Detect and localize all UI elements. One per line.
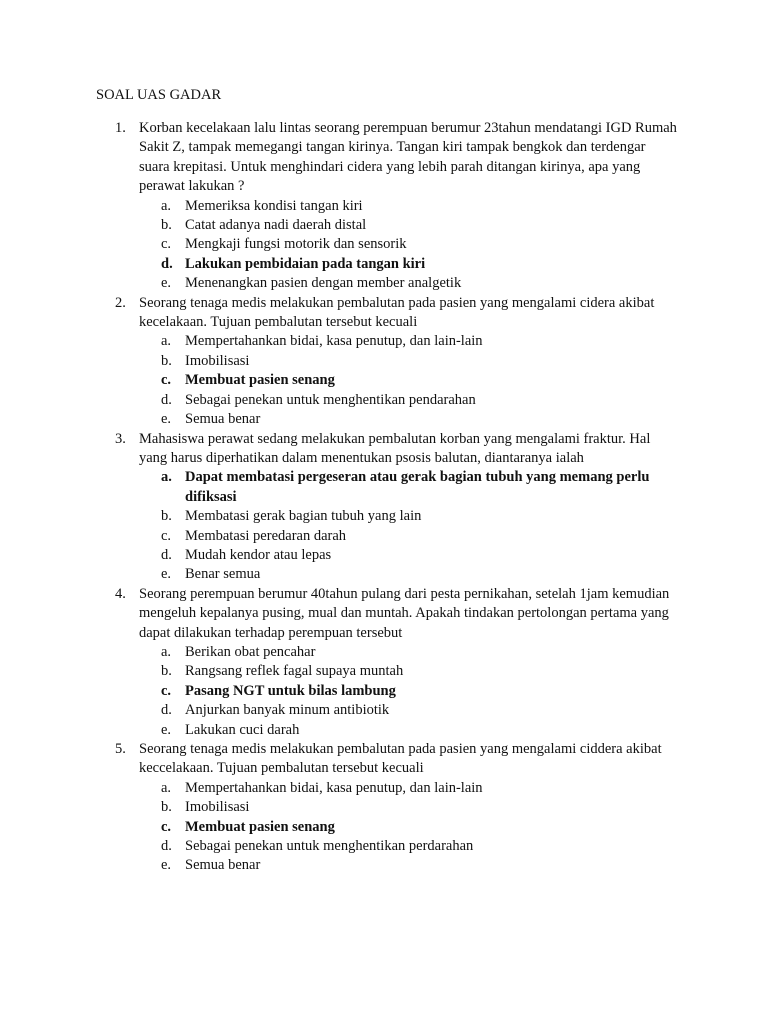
answer-option — [161, 643, 679, 662]
option-letter: c. — [161, 372, 172, 389]
option-letter: d. — [161, 838, 172, 855]
option-text: Membatasi gerak bagian tubuh yang lain — [185, 508, 422, 525]
question-number: 2. — [115, 294, 126, 311]
option-letter: d. — [161, 391, 172, 408]
option-text: Mempertahankan bidai, kasa penutup, dan lain-lain — [185, 779, 483, 796]
answer-option — [161, 197, 679, 216]
question-item — [115, 740, 679, 876]
answer-option — [161, 546, 679, 565]
option-list — [139, 332, 679, 429]
option-letter: c. — [161, 527, 172, 544]
answer-option — [161, 779, 679, 798]
option-letter: c. — [161, 818, 172, 835]
answer-option — [161, 235, 679, 254]
answer-option — [161, 565, 679, 584]
option-letter: b. — [161, 217, 172, 234]
answer-option-correct — [161, 255, 679, 274]
option-text: Benar semua — [185, 566, 261, 583]
answer-option — [161, 352, 679, 371]
option-text: Menenangkan pasien dengan member analgetik — [185, 275, 462, 292]
answer-option — [161, 662, 679, 681]
option-text: Sebagai penekan untuk menghentikan pendarahan — [185, 391, 476, 408]
option-letter: a. — [161, 197, 172, 214]
option-text: Semua benar — [185, 857, 261, 874]
question-number: 3. — [115, 430, 126, 447]
option-text: Dapat membatasi pergeseran atau gerak bagian tubuh yang memang perlu difiksasi — [185, 469, 650, 505]
option-letter: c. — [161, 236, 172, 253]
option-list — [139, 779, 679, 876]
question-number: 5. — [115, 741, 126, 757]
answer-option — [161, 721, 679, 740]
question-text: Korban kecelakaan lalu lintas seorang perempuan berumur 23tahun mendatangi IGD Rumah Sakit Z, tampak memegangi tangan kirinya. Tangan kiri tampak bengkok dan terdengar suara krepitasi. Untuk menghindari cidera yang lebih parah ditangan kirinya, apa yang perawat lakukan ? — [139, 120, 677, 195]
option-letter: b. — [161, 799, 172, 816]
question-text: Seorang perempuan berumur 40tahun pulang dari pesta pernikahan, setelah 1jam kemudian mengeluh kepalanya pusing, mual dan muntah. Apakah tindakan pertolongan pertama yang dapat dilakukan terhadap perempuan tersebut — [139, 585, 670, 641]
answer-option — [161, 410, 679, 429]
option-letter: b. — [161, 352, 172, 369]
question-item — [115, 430, 679, 585]
option-text: Pasang NGT untuk bilas lambung — [185, 682, 396, 699]
option-letter: d. — [161, 702, 172, 719]
option-letter: e. — [161, 275, 172, 292]
option-letter: e. — [161, 721, 172, 738]
answer-option — [161, 837, 679, 856]
option-text: Rangsang reflek fagal supaya muntah — [185, 663, 404, 680]
option-text: Lakukan pembidaian pada tangan kiri — [185, 255, 426, 272]
question-text: Mahasiswa perawat sedang melakukan pembalutan korban yang mengalami fraktur. Hal yang harus diperhatikan dalam menentukan psosis balutan, diantaranya ialah — [139, 430, 651, 466]
option-letter: e. — [161, 411, 172, 428]
question-number: 1. — [115, 120, 126, 136]
option-list — [139, 197, 679, 294]
option-text: Semua benar — [185, 411, 261, 428]
answer-option — [161, 701, 679, 720]
question-item — [115, 119, 679, 294]
option-letter: a. — [161, 643, 172, 660]
option-text: Imobilisasi — [185, 799, 250, 816]
option-text: Membuat pasien senang — [185, 818, 335, 835]
answer-option-correct — [161, 682, 679, 701]
answer-option — [161, 527, 679, 546]
option-text: Anjurkan banyak minum antibiotik — [185, 702, 390, 719]
answer-option — [161, 274, 679, 293]
option-text: Membatasi peredaran darah — [185, 527, 347, 544]
question-number: 4. — [115, 585, 126, 602]
option-letter: a. — [161, 333, 172, 350]
answer-option — [161, 507, 679, 526]
option-text: Lakukan cuci darah — [185, 721, 300, 738]
option-letter: e. — [161, 566, 172, 583]
question-item — [115, 294, 679, 430]
option-text: Sebagai penekan untuk menghentikan perdarahan — [185, 838, 474, 855]
option-text: Berikan obat pencahar — [185, 643, 316, 660]
option-text: Membuat pasien senang — [185, 372, 335, 389]
option-list — [139, 468, 679, 584]
answer-option — [161, 798, 679, 817]
option-letter: a. — [161, 779, 172, 796]
option-text: Imobilisasi — [185, 352, 250, 369]
answer-option-correct — [161, 371, 679, 390]
document-title: SOAL UAS GADAR — [96, 87, 222, 103]
option-text: Mengkaji fungsi motorik dan sensorik — [185, 236, 407, 253]
option-letter: e. — [161, 857, 172, 874]
option-letter: a. — [161, 469, 172, 486]
option-letter: c. — [161, 682, 172, 699]
answer-option — [161, 391, 679, 410]
option-list — [139, 643, 679, 740]
option-text: Mempertahankan bidai, kasa penutup, dan lain-lain — [185, 333, 483, 350]
answer-option — [161, 332, 679, 351]
question-text: Seorang tenaga medis melakukan pembalutan pada pasien yang mengalami ciddera akibat keccelakaan. Tujuan pembalutan tersebut kecuali — [139, 741, 662, 777]
answer-option-correct — [161, 818, 679, 837]
question-item — [115, 585, 679, 740]
answer-option-correct — [161, 468, 679, 507]
option-letter: b. — [161, 508, 172, 525]
option-text: Mudah kendor atau lepas — [185, 546, 332, 563]
question-list — [115, 119, 679, 876]
option-letter: d. — [161, 546, 172, 563]
answer-option — [161, 856, 679, 875]
option-text: Memeriksa kondisi tangan kiri — [185, 197, 363, 214]
option-text: Catat adanya nadi daerah distal — [185, 217, 367, 234]
option-letter: d. — [161, 255, 173, 272]
answer-option — [161, 216, 679, 235]
question-text: Seorang tenaga medis melakukan pembalutan pada pasien yang mengalami cidera akibat kecelakaan. Tujuan pembalutan tersebut kecuali — [139, 294, 655, 331]
option-letter: b. — [161, 663, 172, 680]
